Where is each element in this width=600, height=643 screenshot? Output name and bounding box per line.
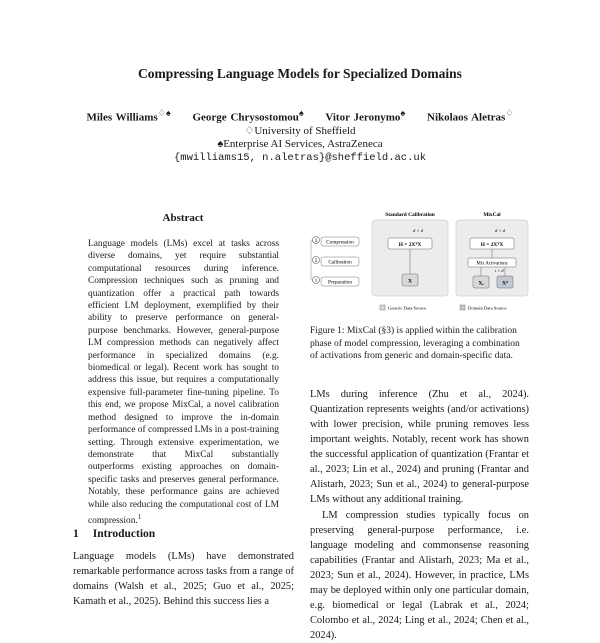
abstract-text: Language models (LMs) excel at tasks across diverse domains, yet require substantial computational resources during inference. Compression techniques such as pruning and quantization offer a practical path towards efficient LM deployment, exemplified by their ability to preserve performance on general-purpose benchmarks. However, general-purpose LM compression methods can negatively affect performance in specialized domains (e.g. biomedical or legal). Recent work has sought to address this issue, but requires a computationally expensive full-parameter fine-tuning pipeline. To this end, we propose MixCal, a novel calibration method designed to improve the in-domain performance of compressed LMs in a post-training setting. Through extensive experimentation, we demonstrate that MixCal substantially outperforms existing approaches on domain-specific tasks and preserves general performance. Notably, these performance gains are achieved while also reducing the computational cost of LM compression. bbox=[88, 239, 279, 527]
affiliation: ♠Enterprise AI Services, AstraZeneca bbox=[217, 138, 383, 150]
abstract-body bbox=[88, 238, 279, 527]
intro-paragraph: Language models (LMs) have demonstrated remarkable performance across tasks from a range of domains (Walsh et al., 2025; Guo et al., 2025; Kamath et al., 2025). Behind this success lies a bbox=[73, 551, 294, 607]
figure-1-diagram bbox=[310, 208, 529, 320]
author-name: Vitor Jeronymo bbox=[325, 111, 401, 124]
legend-swatch-generic bbox=[380, 305, 385, 310]
panel-title: Standard Calibration bbox=[385, 212, 435, 218]
section-number: 1 bbox=[73, 528, 79, 540]
author-name: George Chrysostomou bbox=[192, 111, 299, 124]
input-label: Xᵈ bbox=[502, 280, 508, 287]
dim-label: t × d bbox=[495, 268, 504, 273]
input-label: X bbox=[407, 278, 413, 285]
figure-caption: Figure 1: MixCal (§3) is applied within the calibration phase of model compression, leveraging a combination of activations from generic and domain-specific data. bbox=[310, 326, 520, 362]
step-number: 1 bbox=[314, 278, 318, 284]
abstract-heading: Abstract bbox=[162, 212, 204, 224]
legend-label: Domain Data Source bbox=[468, 305, 507, 311]
dim-label: d × d bbox=[413, 228, 423, 233]
hessian-label: H = 2XᵀX bbox=[480, 241, 504, 248]
step-calibration bbox=[313, 257, 360, 267]
author-marks: ♠ bbox=[400, 108, 406, 118]
body-paragraph: LMs during inference (Zhu et al., 2024). Quantization represents weights (and/or activations) with lower precision, while pruning removes less important weights. Notably, recent work has shown the successful application of quantization (Frantar et al., 2023; Lin et al., 2024) and pruning (Frantar and Alistarh, 2023; Sun et al., 2024) to general-purpose LMs without any additional training. bbox=[310, 389, 529, 505]
step-preparation bbox=[313, 277, 360, 287]
body-paragraph: LM compression studies typically focus on preserving general-purpose performance, i.e. language modeling and commonsense reasoning capabilities (Frantar and Alistarh, 2023; Ma et al., 2023; Sun et al., 2024). However, in practice, LMs may be deployed within only one particular domain, e.g. biomedical or legal (Labrak et al., 2024; Colombo et al., 2024; Ling et al., 2024; Chen et al., 2024). bbox=[310, 510, 529, 641]
footnote-mark: 1 bbox=[137, 512, 142, 521]
author-marks: ♠ bbox=[298, 108, 304, 118]
step-label: Preparation bbox=[328, 279, 352, 286]
affiliation: ♢University of Sheffield bbox=[244, 125, 356, 137]
author-list bbox=[0, 108, 600, 124]
step-compression bbox=[313, 237, 360, 247]
mix-label: Mix Activations bbox=[476, 261, 508, 267]
step-number: 2 bbox=[314, 258, 318, 264]
panel-title: MixCal bbox=[483, 212, 501, 218]
section-title: Introduction bbox=[92, 528, 156, 540]
legend-label: Generic Data Source bbox=[388, 305, 427, 311]
input-label: Xₑ bbox=[478, 280, 484, 287]
legend-swatch-domain bbox=[460, 305, 465, 310]
author-marks: ♢♠ bbox=[157, 108, 171, 118]
step-label: Calibration bbox=[328, 259, 352, 266]
hessian-label: H = 2XᵀX bbox=[398, 241, 422, 248]
author-name: Miles Williams bbox=[86, 111, 158, 124]
contact-email: {mwilliams15, n.aletras}@sheffield.ac.uk bbox=[173, 152, 427, 164]
step-label: Compression bbox=[326, 239, 354, 246]
section-heading bbox=[73, 528, 169, 540]
author-name: Nikolaos Aletras bbox=[427, 111, 506, 124]
author-marks: ♢ bbox=[505, 108, 514, 118]
step-number: 3 bbox=[314, 238, 318, 244]
dim-label: d × d bbox=[495, 228, 505, 233]
paper-title: Compressing Language Models for Specialized Domains bbox=[138, 66, 462, 81]
